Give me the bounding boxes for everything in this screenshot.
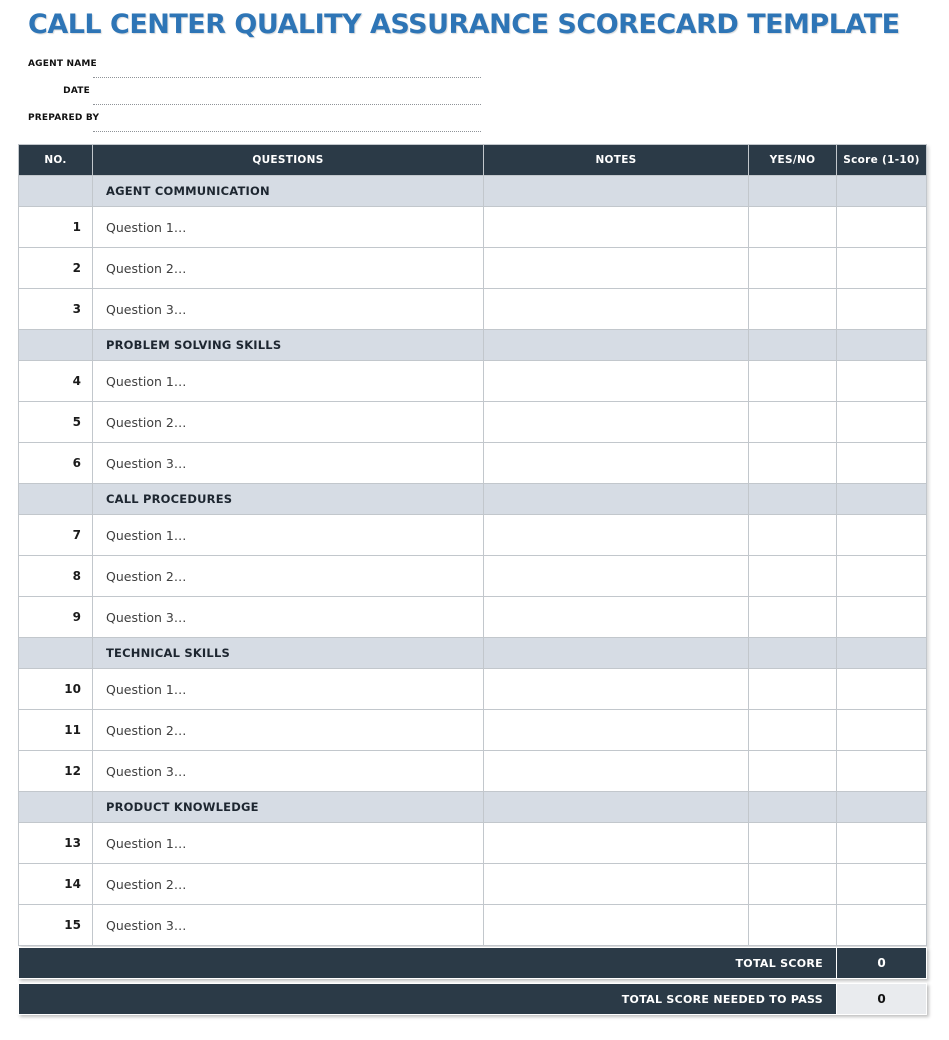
question-number: 5: [19, 402, 92, 442]
score-cell[interactable]: [837, 289, 926, 329]
score-cell[interactable]: [837, 864, 926, 904]
pass-score-row: [18, 983, 927, 1015]
field-row-date: [28, 81, 481, 108]
score-cell[interactable]: [837, 361, 926, 401]
question-text-cell[interactable]: Question 2…: [93, 864, 483, 904]
question-number: 10: [19, 669, 92, 709]
question-number: 15: [19, 905, 92, 945]
question-number: 2: [19, 248, 92, 288]
score-cell[interactable]: [837, 597, 926, 637]
question-number: 1: [19, 207, 92, 247]
question-text-cell[interactable]: Question 3…: [93, 289, 483, 329]
notes-cell[interactable]: [484, 248, 748, 288]
question-number: 9: [19, 597, 92, 637]
section-yesno-cell: [749, 330, 836, 360]
question-text-cell[interactable]: Question 2…: [93, 402, 483, 442]
page-title: CALL CENTER QUALITY ASSURANCE SCORECARD TEMPLATE: [28, 9, 900, 40]
column-header-yesno: YES/NO: [749, 145, 836, 175]
score-cell[interactable]: [837, 751, 926, 791]
yesno-cell[interactable]: [749, 669, 836, 709]
yesno-cell[interactable]: [749, 905, 836, 945]
question-text-cell[interactable]: Question 3…: [93, 751, 483, 791]
yesno-cell[interactable]: [749, 289, 836, 329]
question-text-cell[interactable]: Question 2…: [93, 248, 483, 288]
yesno-cell[interactable]: [749, 751, 836, 791]
section-yesno-cell: [749, 792, 836, 822]
score-cell[interactable]: [837, 905, 926, 945]
question-text-cell[interactable]: Question 1…: [93, 207, 483, 247]
column-header-questions: QUESTIONS: [93, 145, 483, 175]
section-notes-cell: [484, 176, 748, 206]
score-cell[interactable]: [837, 248, 926, 288]
section-notes-cell: [484, 330, 748, 360]
total-score-label: TOTAL SCORE: [19, 948, 836, 978]
notes-cell[interactable]: [484, 515, 748, 555]
section-notes-cell: [484, 484, 748, 514]
yesno-cell[interactable]: [749, 443, 836, 483]
question-text-cell[interactable]: Question 3…: [93, 443, 483, 483]
section-score-cell: [837, 176, 926, 206]
field-label-agent-name: AGENT NAME: [28, 59, 97, 69]
yesno-cell[interactable]: [749, 864, 836, 904]
section-yesno-cell: [749, 176, 836, 206]
total-score-row: [18, 947, 927, 979]
notes-cell[interactable]: [484, 207, 748, 247]
question-number: 3: [19, 289, 92, 329]
section-no-cell: [19, 176, 92, 206]
section-score-cell: [837, 638, 926, 668]
notes-cell[interactable]: [484, 402, 748, 442]
notes-cell[interactable]: [484, 556, 748, 596]
question-text-cell[interactable]: Question 3…: [93, 905, 483, 945]
field-label-prepared-by: PREPARED BY: [28, 113, 100, 123]
score-cell[interactable]: [837, 443, 926, 483]
header-fields: [28, 54, 481, 135]
section-notes-cell: [484, 792, 748, 822]
notes-cell[interactable]: [484, 710, 748, 750]
qa-table: [18, 144, 927, 946]
question-text-cell[interactable]: Question 2…: [93, 710, 483, 750]
question-text-cell[interactable]: Question 1…: [93, 361, 483, 401]
yesno-cell[interactable]: [749, 597, 836, 637]
yesno-cell[interactable]: [749, 515, 836, 555]
notes-cell[interactable]: [484, 669, 748, 709]
pass-score-label: TOTAL SCORE NEEDED TO PASS: [19, 984, 836, 1014]
section-title: PRODUCT KNOWLEDGE: [93, 792, 483, 822]
notes-cell[interactable]: [484, 905, 748, 945]
column-header-score: Score (1-10): [837, 145, 926, 175]
notes-cell[interactable]: [484, 864, 748, 904]
yesno-cell[interactable]: [749, 248, 836, 288]
yesno-cell[interactable]: [749, 361, 836, 401]
section-score-cell: [837, 484, 926, 514]
score-cell[interactable]: [837, 556, 926, 596]
column-header-notes: NOTES: [484, 145, 748, 175]
question-number: 14: [19, 864, 92, 904]
field-input-date[interactable]: [93, 87, 481, 105]
field-row-prepared-by: [28, 108, 481, 135]
question-number: 6: [19, 443, 92, 483]
section-title: AGENT COMMUNICATION: [93, 176, 483, 206]
field-label-date: DATE: [63, 86, 90, 96]
question-number: 11: [19, 710, 92, 750]
field-input-agent-name[interactable]: [93, 60, 481, 78]
yesno-cell[interactable]: [749, 710, 836, 750]
question-text-cell[interactable]: Question 1…: [93, 669, 483, 709]
notes-cell[interactable]: [484, 289, 748, 329]
question-number: 8: [19, 556, 92, 596]
notes-cell[interactable]: [484, 361, 748, 401]
score-cell[interactable]: [837, 207, 926, 247]
section-no-cell: [19, 638, 92, 668]
section-notes-cell: [484, 638, 748, 668]
notes-cell[interactable]: [484, 597, 748, 637]
notes-cell[interactable]: [484, 751, 748, 791]
section-title: CALL PROCEDURES: [93, 484, 483, 514]
column-header-no: NO.: [19, 145, 92, 175]
section-no-cell: [19, 484, 92, 514]
total-score-value[interactable]: 0: [837, 948, 926, 978]
score-cell[interactable]: [837, 669, 926, 709]
score-cell[interactable]: [837, 402, 926, 442]
question-text-cell[interactable]: Question 3…: [93, 597, 483, 637]
question-number: 4: [19, 361, 92, 401]
question-number: 12: [19, 751, 92, 791]
question-text-cell[interactable]: Question 2…: [93, 556, 483, 596]
score-cell[interactable]: [837, 710, 926, 750]
yesno-cell[interactable]: [749, 402, 836, 442]
section-title: PROBLEM SOLVING SKILLS: [93, 330, 483, 360]
yesno-cell[interactable]: [749, 823, 836, 863]
section-yesno-cell: [749, 484, 836, 514]
score-cell[interactable]: [837, 515, 926, 555]
score-cell[interactable]: [837, 823, 926, 863]
yesno-cell[interactable]: [749, 556, 836, 596]
question-number: 7: [19, 515, 92, 555]
section-no-cell: [19, 330, 92, 360]
pass-score-value[interactable]: 0: [837, 984, 926, 1014]
question-number: 13: [19, 823, 92, 863]
field-input-prepared-by[interactable]: [93, 114, 481, 132]
question-text-cell[interactable]: Question 1…: [93, 515, 483, 555]
section-title: TECHNICAL SKILLS: [93, 638, 483, 668]
section-yesno-cell: [749, 638, 836, 668]
notes-cell[interactable]: [484, 443, 748, 483]
question-text-cell[interactable]: Question 1…: [93, 823, 483, 863]
section-score-cell: [837, 330, 926, 360]
field-row-agent-name: [28, 54, 481, 81]
section-no-cell: [19, 792, 92, 822]
notes-cell[interactable]: [484, 823, 748, 863]
section-score-cell: [837, 792, 926, 822]
yesno-cell[interactable]: [749, 207, 836, 247]
